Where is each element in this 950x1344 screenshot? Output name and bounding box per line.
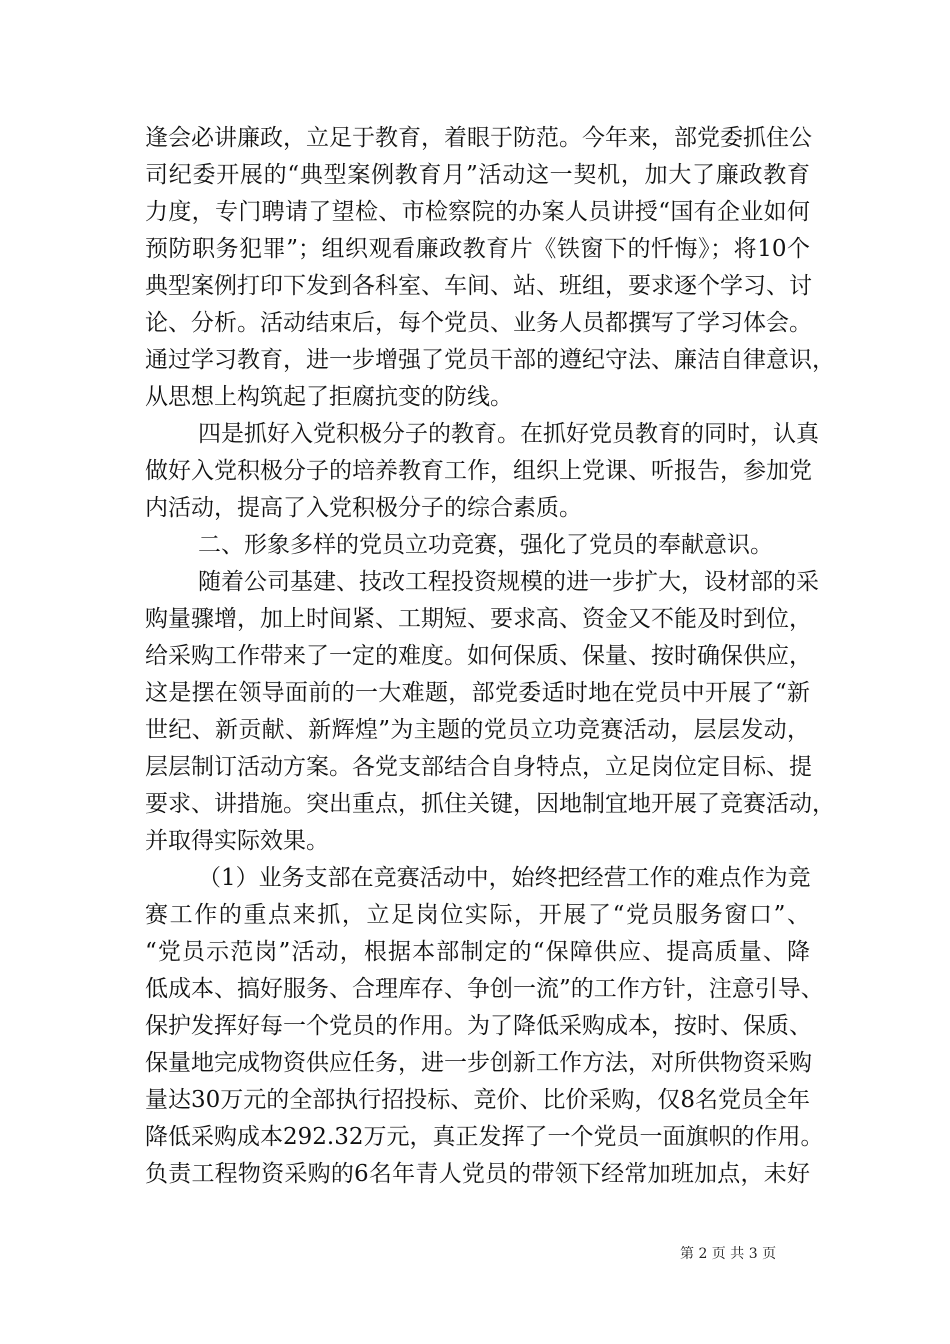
text-line: 内活动，提高了入党积极分子的综合素质。 <box>145 495 582 521</box>
text-line: 做好入党积极分子的培养教育工作，组织上党课、听报告，参加党 <box>145 458 812 484</box>
text-line: 量达30万元的全部执行招投标、竞价、比价采购，仅8名党员全年 <box>145 1087 810 1113</box>
text-line: 论、分析。活动结束后，每个党员、业务人员都撰写了学习体会。 <box>145 310 812 336</box>
text-line: 力度，专门聘请了望检、市检察院的办案人员讲授“国有企业如何 <box>145 199 810 225</box>
text-line: 负责工程物资采购的6名年青人党员的带领下经常加班加点，未好 <box>145 1161 810 1187</box>
text-line: 通过学习教育，进一步增强了党员干部的遵纪守法、廉洁自律意识， <box>145 347 835 373</box>
paragraph-first-line: 随着公司基建、技改工程投资规模的进一步扩大，设材部的采 <box>198 569 819 595</box>
text-line: 司纪委开展的“典型案例教育月”活动这一契机，加大了廉政教育 <box>145 162 810 188</box>
text-line: 保量地完成物资供应任务，进一步创新工作方法，对所供物资采购 <box>145 1050 812 1076</box>
section-heading: 二、形象多样的党员立功竞赛，强化了党员的奉献意识。 <box>198 532 773 558</box>
page-number: 第 2 页 共 3 页 <box>680 1246 777 1262</box>
text-line: 典型案例打印下发到各科室、车间、站、班组，要求逐个学习、讨 <box>145 273 812 299</box>
text-line: 赛工作的重点来抓，立足岗位实际，开展了“党员服务窗口”、 <box>145 902 810 928</box>
paragraph-first-line: 四是抓好入党积极分子的教育。在抓好党员教育的同时，认真 <box>198 421 819 447</box>
text-line: 降低采购成本292.32万元，真正发挥了一个党员一面旗帜的作用。 <box>145 1124 824 1150</box>
text-line: 从思想上构筑起了拒腐抗变的防线。 <box>145 384 513 410</box>
text-line: 保护发挥好每一个党员的作用。为了降低采购成本，按时、保质、 <box>145 1013 812 1039</box>
text-line: 给采购工作带来了一定的难度。如何保质、保量、按时确保供应， <box>145 643 812 669</box>
text-line: 低成本、搞好服务、合理库存、争创一流”的工作方针，注意引导、 <box>145 976 824 1002</box>
text-line: 预防职务犯罪”；组织观看廉政教育片《铁窗下的忏悔》；将10个 <box>145 236 810 262</box>
text-line: 逢会必讲廉政，立足于教育，着眼于防范。今年来，部党委抓住公 <box>145 125 812 151</box>
text-line: 世纪、新贡献、新辉煌”为主题的党员立功竞赛活动，层层发动， <box>145 717 810 743</box>
paragraph-first-line: （1）业务支部在竞赛活动中，始终把经营工作的难点作为竞 <box>198 865 811 891</box>
text-line: “党员示范岗”活动，根据本部制定的“保障供应、提高质量、降 <box>145 939 810 965</box>
text-line: 这是摆在领导面前的一大难题，部党委适时地在党员中开展了“新 <box>145 680 810 706</box>
text-line: 购量骤增，加上时间紧、工期短、要求高、资金又不能及时到位， <box>145 606 812 632</box>
text-line: 层层制订活动方案。各党支部结合自身特点，立足岗位定目标、提 <box>145 754 812 780</box>
text-line: 并取得实际效果。 <box>145 828 329 854</box>
text-line: 要求、讲措施。突出重点，抓住关键，因地制宜地开展了竞赛活动， <box>145 791 835 817</box>
